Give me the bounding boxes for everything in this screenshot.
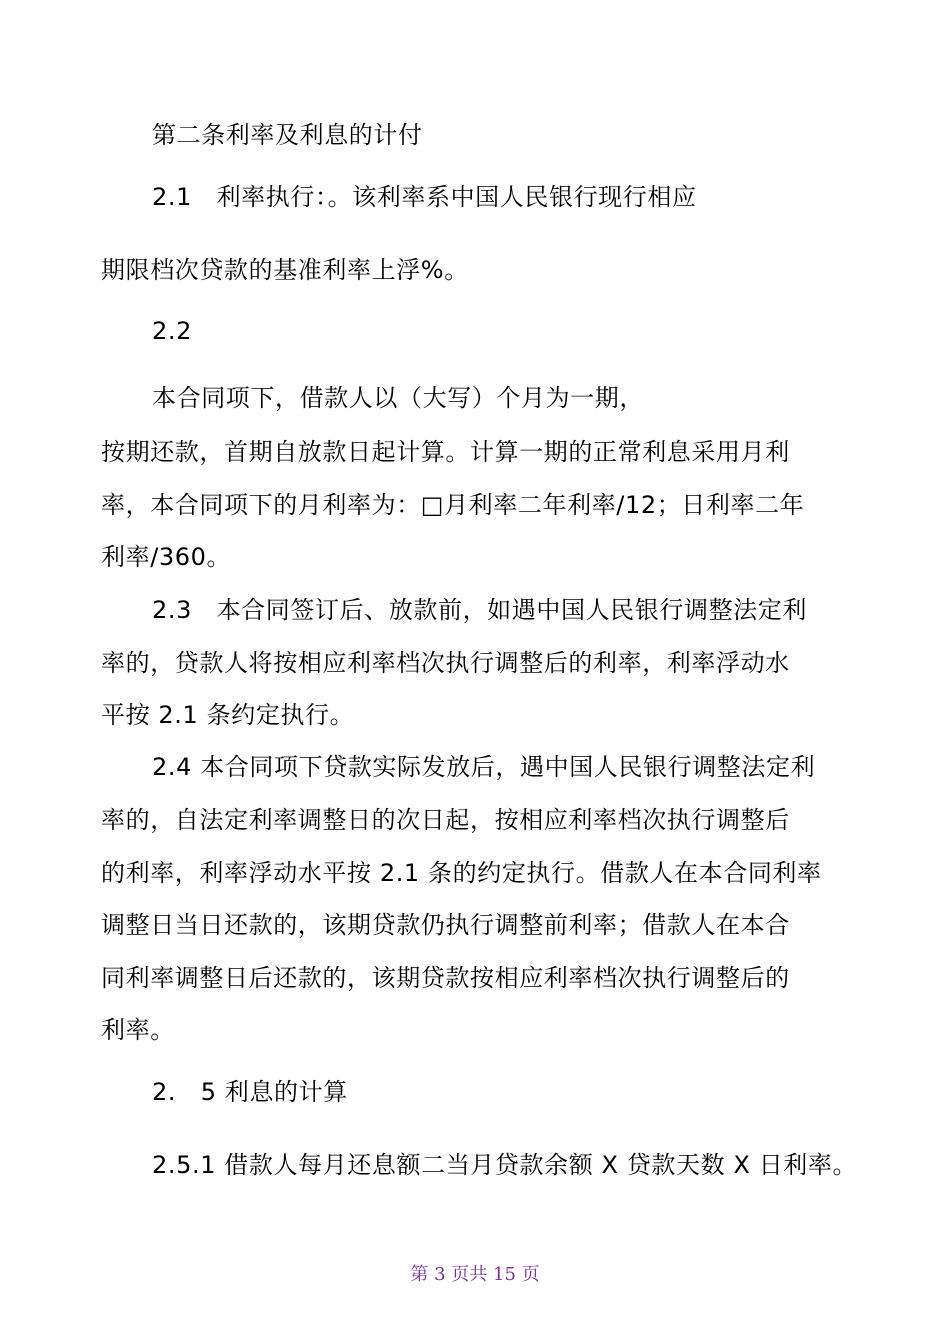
clause-2-5-1: 2.5.1 借款人每月还息额二当月贷款余额 X 贷款天数 X 日利率。 bbox=[152, 1151, 858, 1179]
clause-2-2-line-3: 率，本合同项下的月利率为：□月利率二年利率/12；日利率二年 bbox=[101, 491, 805, 519]
clause-2-4-line-4: 调整日当日还款的，该期贷款仍执行调整前利率；借款人在本合 bbox=[101, 911, 790, 939]
clause-2-2-line-2: 按期还款，首期自放款日起计算。计算一期的正常利息采用月利 bbox=[101, 438, 790, 466]
clause-2-2-number: 2.2 bbox=[152, 317, 192, 345]
clause-2-4-line-1: 2.4 本合同项下贷款实际发放后，遇中国人民银行调整法定利 bbox=[152, 753, 816, 781]
clause-2-5-heading: 2. 5 利息的计算 bbox=[152, 1078, 348, 1106]
clause-2-3-line-2: 率的，贷款人将按相应利率档次执行调整后的利率，利率浮动水 bbox=[101, 649, 790, 677]
clause-2-1: 2.1 利率执行：。该利率系中国人民银行现行相应 bbox=[152, 183, 697, 211]
clause-2-3-line-1: 2.3 本合同签订后、放款前，如遇中国人民银行调整法定利 bbox=[152, 596, 807, 624]
clause-2-3-line-3: 平按 2.1 条约定执行。 bbox=[101, 701, 355, 729]
clause-2-4-line-3: 的利率，利率浮动水平按 2.1 条的约定执行。借款人在本合同利率 bbox=[101, 859, 822, 887]
clause-2-2-line-1: 本合同项下，借款人以（大写）个月为一期， bbox=[152, 384, 644, 412]
clause-2-4-line-5: 同利率调整日后还款的，该期贷款按相应利率档次执行调整后的 bbox=[101, 964, 790, 992]
clause-2-4-line-6: 利率。 bbox=[101, 1016, 175, 1044]
clause-2-4-line-2: 率的，自法定利率调整日的次日起，按相应利率档次执行调整后 bbox=[101, 806, 790, 834]
page-number-footer: 第 3 页共 15 页 bbox=[410, 1264, 540, 1285]
clause-2-2-line-4: 利率/360。 bbox=[101, 543, 232, 571]
clause-2-1-continued: 期限档次贷款的基准利率上浮%。 bbox=[101, 256, 469, 284]
section-heading: 第二条利率及利息的计付 bbox=[152, 121, 423, 149]
